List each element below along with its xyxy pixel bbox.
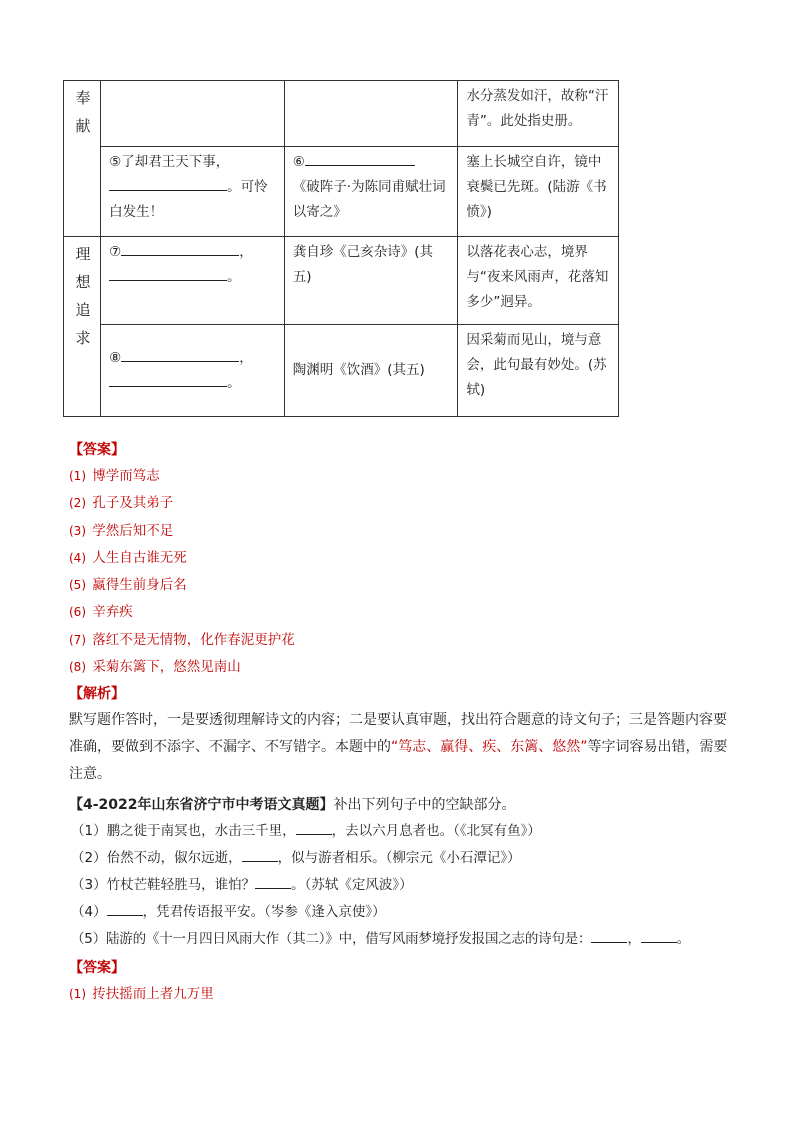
list-item: (2) 孔子及其弟子 (69, 495, 174, 512)
fill-blank[interactable] (121, 347, 239, 362)
question-line: （2）佁然不动，俶尔远逝， ，似与游者相乐。（柳宗元《小石潭记》） (69, 845, 729, 872)
fill-blank[interactable] (296, 820, 332, 835)
question-line: （1）鹏之徙于南冥也，水击三千里， ，去以六月息者也。（《北冥有鱼》） (69, 818, 729, 845)
question-line: （3）竹杖芒鞋轻胜马，谁怕？ 。（苏轼《定风波》） (69, 872, 729, 899)
table-row (64, 325, 619, 417)
fill-blank[interactable] (109, 372, 227, 387)
table-cell: ⑦ ， 。 (101, 237, 285, 325)
category-cell: 理想追求 (64, 237, 101, 417)
question-title: 【4-2022年山东省济宁市中考语文真题】补出下列句子中的空缺部分。 (69, 797, 516, 814)
fill-blank[interactable] (305, 151, 415, 166)
answer-section (69, 437, 729, 1009)
fill-blank[interactable] (121, 241, 239, 256)
list-item: (1) 博学而笃志 (69, 468, 160, 484)
table-cell: ⑤了却君王天下事， 。可怜白发生！ (101, 147, 285, 237)
list-item: (8) 采菊东篱下，悠然见南山 (69, 659, 241, 676)
table-cell: ⑧ ， 。 (101, 325, 285, 417)
fill-blank[interactable] (242, 847, 278, 862)
fill-blank[interactable] (109, 266, 227, 281)
table-row (64, 81, 619, 147)
fill-blank[interactable] (109, 176, 227, 191)
list-item: (7) 落红不是无情物，化作春泥更护花 (69, 631, 295, 648)
table-cell: ⑥ 《破阵子·为陈同甫赋壮词以寄之》 (284, 147, 458, 237)
fill-blank[interactable] (591, 928, 627, 943)
analysis-text: 默写题作答时，一是要透彻理解诗文的内容；二是要认真审题，找出符合题意的诗文句子；三是答题内容要准确，要做到不添字、不漏字、不写错字。本题中的“笃志、赢得、疾、东篱、悠然”等字词容易出错，需要注意。 (69, 712, 728, 783)
question-line: （5）陆游的《十一月四日风雨大作（其二）》中，借写风雨梦境抒发报国之志的诗句是： ， 。 (69, 926, 729, 953)
table-cell (284, 81, 458, 147)
poem-table (63, 80, 619, 417)
list-item: (3) 学然后知不足 (69, 522, 174, 539)
analysis-header: 【解析】 (69, 686, 125, 703)
fill-blank[interactable] (107, 901, 143, 916)
fill-blank[interactable] (255, 874, 291, 889)
answer-header: 【答案】 (69, 960, 125, 977)
table-cell: 以落花表心志，境界与“夜来风雨声，花落知多少”迥异。 (458, 237, 619, 325)
fill-blank[interactable] (641, 928, 677, 943)
answer-header: 【答案】 (69, 442, 125, 458)
list-item: (5) 赢得生前身后名 (69, 577, 187, 594)
list-item: (6) 辛弃疾 (69, 604, 133, 621)
table-row (64, 237, 619, 325)
table-cell: 因采菊而见山，境与意会，此句最有妙处。(苏轼) (458, 325, 619, 417)
table-row (64, 147, 619, 237)
table-cell: 水分蒸发如汗，故称“汗青”。此处指史册。 (458, 81, 619, 147)
table-cell: 陶渊明《饮酒》(其五) (284, 325, 458, 417)
table-cell (101, 81, 285, 147)
table-cell: 塞上长城空自许，镜中衰鬓已先斑。(陆游《书愤》) (458, 147, 619, 237)
category-cell: 奉献 (64, 81, 101, 237)
question-line: （4） ，凭君传语报平安。（岑参《逢入京使》） (69, 899, 729, 926)
list-item: (4) 人生自古谁无死 (69, 549, 187, 566)
list-item: (1) 抟扶摇而上者九万里 (69, 986, 214, 1003)
table-cell: 龚自珍《己亥杂诗》(其五) (284, 237, 458, 325)
